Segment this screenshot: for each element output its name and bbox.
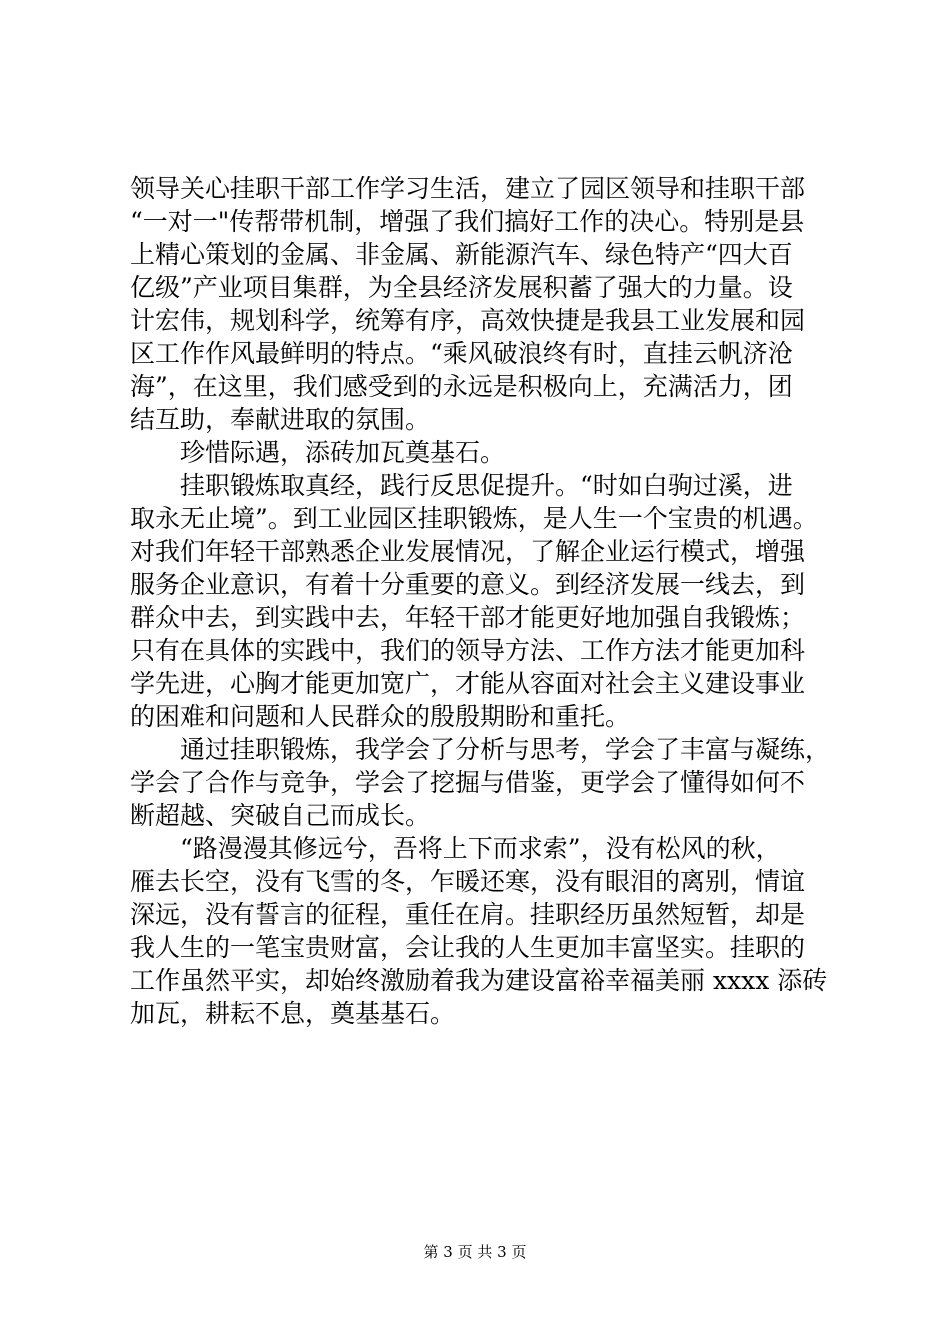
text-line: 群众中去，到实践中去，年轻干部才能更好地加强自我锻炼； — [130, 603, 806, 632]
text-line: 领导关心挂职干部工作学习生活，建立了园区领导和挂职干部 — [130, 174, 806, 203]
text-line: 计宏伟，规划科学，统筹有序，高效快捷是我县工业发展和园 — [130, 306, 806, 335]
text-line: 深远，没有誓言的征程，重任在肩。挂职经历虽然短暂，却是 — [130, 900, 806, 929]
text-line: 加瓦，耕耘不息，奠基基石。 — [130, 999, 456, 1028]
text-line: 通过挂职锻炼，我学会了分析与思考，学会了丰富与凝练， — [130, 735, 831, 764]
text-line: 结互助，奉献进取的氛围。 — [130, 405, 431, 434]
text-line: 我人生的一笔宝贵财富，会让我的人生更加丰富坚实。挂职的 — [130, 933, 806, 962]
paragraph-heading: 珍惜际遇，添砖加瓦奠基石。 — [130, 438, 506, 467]
text-line: 只有在具体的实践中，我们的领导方法、工作方法才能更加科 — [130, 636, 806, 665]
text-line: 学会了合作与竞争，学会了挖掘与借鉴，更学会了懂得如何不 — [130, 768, 806, 797]
text-line: 学先进，心胸才能更加宽广，才能从容面对社会主义建设事业 — [130, 669, 806, 698]
text-line: 取永无止境”。到工业园区挂职锻炼，是人生一个宝贵的机遇。 — [130, 504, 818, 533]
text-line: 服务企业意识，有着十分重要的意义。到经济发展一线去，到 — [130, 570, 806, 599]
text-line: 海”，在这里，我们感受到的永远是积极向上，充满活力，团 — [130, 372, 793, 401]
text-line: 挂职锻炼取真经，践行反思促提升。“时如白驹过溪，进 — [130, 471, 793, 500]
text-line: 上精心策划的金属、非金属、新能源汽车、绿色特产“四大百 — [130, 240, 793, 269]
text-line: 区工作作风最鲜明的特点。“乘风破浪终有时，直挂云帆济沧 — [130, 339, 793, 368]
text-line: “路漫漫其修远兮，吾将上下而求索”，没有松风的秋， — [130, 834, 781, 863]
text-line: 对我们年轻干部熟悉企业发展情况，了解企业运行模式，增强 — [130, 537, 806, 566]
text-line: “一对一"传帮带机制，增强了我们搞好工作的决心。特别是县 — [130, 207, 805, 236]
text-line: 工作虽然平实，却始终激励着我为建设富裕幸福美丽 xxxx 添砖 — [130, 966, 828, 995]
page-number-footer: 第 3 页 共 3 页 — [423, 1243, 527, 1261]
text-line: 断超越、突破自己而成长。 — [130, 801, 431, 830]
body-text — [130, 172, 830, 1030]
text-line: 的困难和问题和人民群众的殷殷期盼和重托。 — [130, 702, 631, 731]
text-line: 雁去长空，没有飞雪的冬，乍暖还寒，没有眼泪的离别，情谊 — [130, 867, 806, 896]
text-line: 亿级”产业项目集群，为全县经济发展积蓄了强大的力量。设 — [130, 273, 793, 302]
